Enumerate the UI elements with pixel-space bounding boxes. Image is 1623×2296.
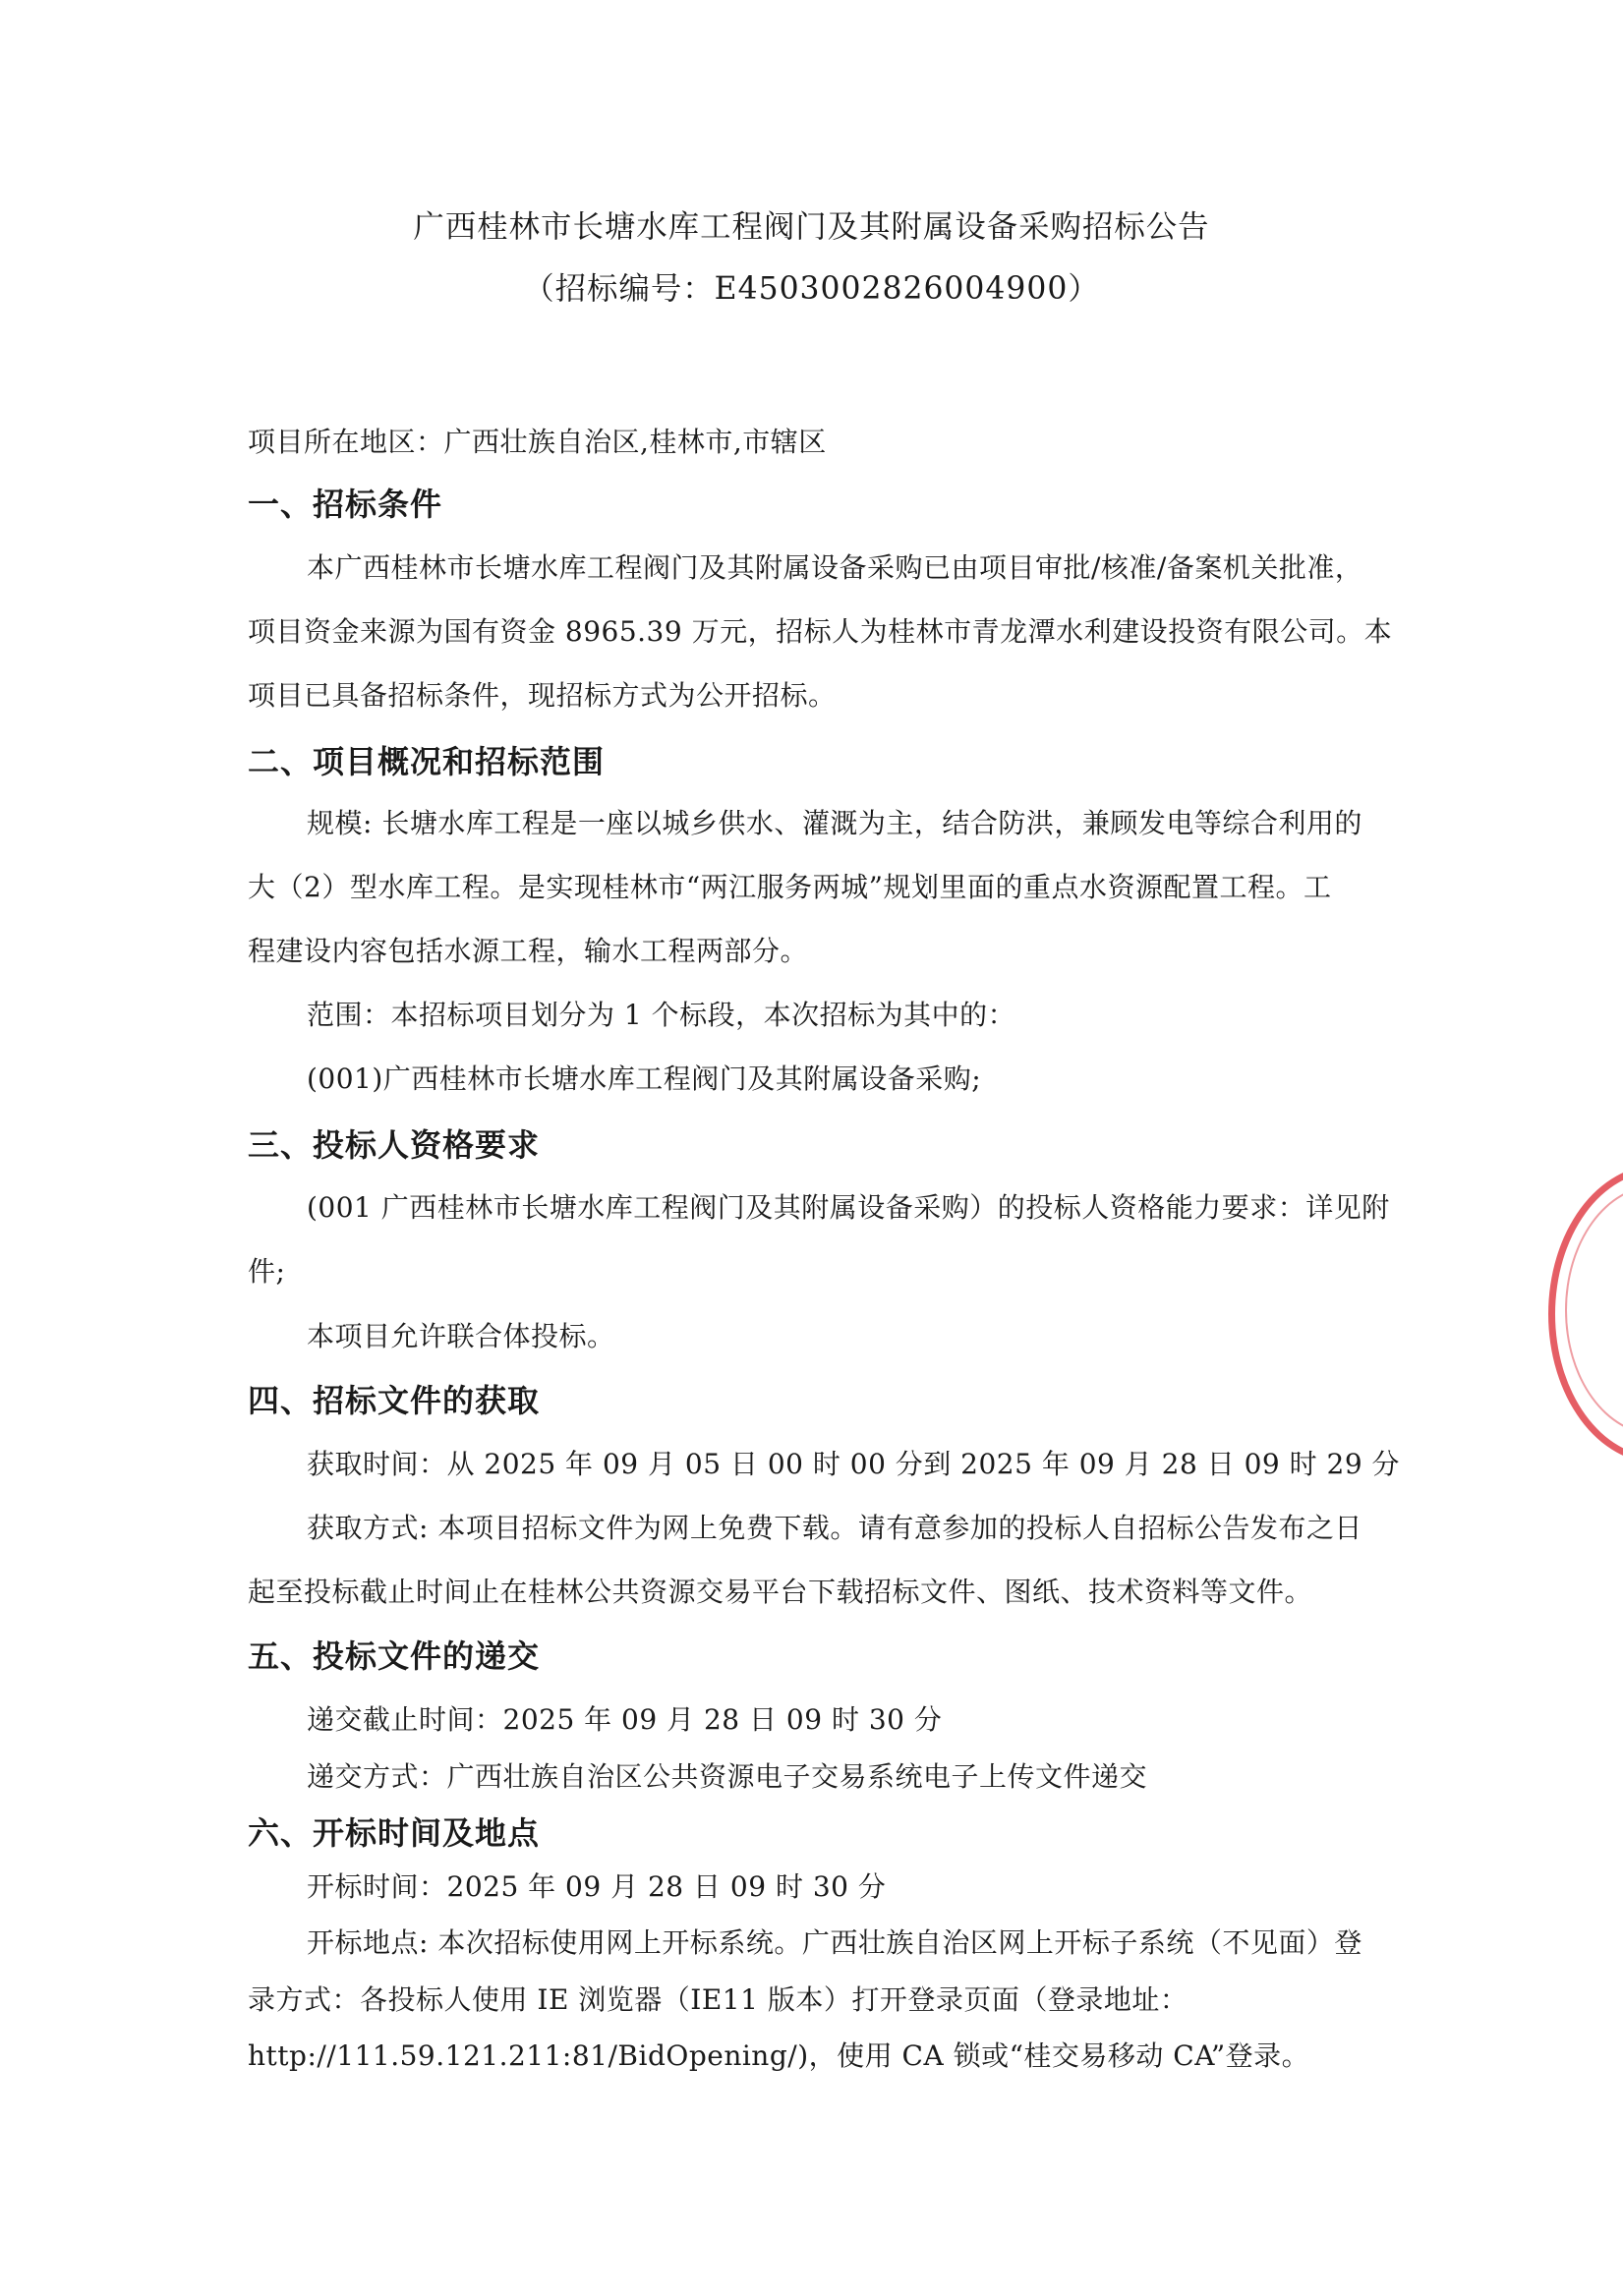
project-location: 项目所在地区：广西壮族自治区,桂林市,市辖区 — [248, 426, 827, 458]
section-2-line-5: (001)广西桂林市长塘水库工程阀门及其附属设备采购; — [307, 1062, 982, 1095]
document-title: 广西桂林市长塘水库工程阀门及其附属设备采购招标公告 — [413, 209, 1210, 245]
section-3-line-3: 本项目允许联合体投标。 — [307, 1320, 615, 1352]
section-6-line-1: 开标时间：2025 年 09 月 28 日 09 时 30 分 — [307, 1870, 887, 1903]
section-4-line-1: 获取时间：从 2025 年 09 月 05 日 00 时 00 分到 2025 年 09 月 28 日 09 时 29 分 — [307, 1448, 1401, 1480]
section-1-line-2: 项目资金来源为国有资金 8965.39 万元，招标人为桂林市青龙潭水利建设投资有限公司。本 — [248, 615, 1393, 648]
section-2-line-3: 程建设内容包括水源工程，输水工程两部分。 — [248, 935, 809, 967]
section-3-line-2: 件; — [248, 1255, 286, 1288]
section-3-line-1: (001 广西桂林市长塘水库工程阀门及其附属设备采购）的投标人资格能力要求：详见附 — [307, 1191, 1390, 1224]
section-6-line-3: 录方式：各投标人使用 IE 浏览器（IE11 版本）打开登录页面（登录地址： — [248, 1983, 1188, 2016]
section-1-line-1: 本广西桂林市长塘水库工程阀门及其附属设备采购已由项目审批/核准/备案机关批准， — [307, 551, 1363, 584]
section-heading-5: 五、投标文件的递交 — [248, 1637, 541, 1675]
section-heading-1: 一、招标条件 — [248, 486, 443, 523]
section-heading-2: 二、项目概况和招标范围 — [248, 743, 606, 780]
section-6-line-4: http://111.59.121.211:81/BidOpening/)，使用 CA 锁或“桂交易移动 CA”登录。 — [248, 2039, 1310, 2072]
section-2-line-1: 规模: 长塘水库工程是一座以城乡供水、灌溉为主，结合防洪，兼顾发电等综合利用的 — [307, 807, 1362, 839]
section-6-line-2: 开标地点: 本次招标使用网上开标系统。广西壮族自治区网上开标子系统（不见面）登 — [307, 1926, 1362, 1959]
section-heading-6: 六、开标时间及地点 — [248, 1814, 541, 1852]
section-4-line-2: 获取方式: 本项目招标文件为网上免费下载。请有意参加的投标人自招标公告发布之日 — [307, 1512, 1362, 1544]
section-2-line-2: 大（2）型水库工程。是实现桂林市“两江服务两城”规划里面的重点水资源配置工程。工 — [248, 871, 1332, 903]
official-seal-stamp — [1548, 1165, 1623, 1464]
section-heading-4: 四、招标文件的获取 — [248, 1382, 541, 1419]
tender-number: （招标编号：E4503002826004900） — [523, 271, 1100, 307]
section-heading-3: 三、投标人资格要求 — [248, 1126, 541, 1164]
section-1-line-3: 项目已具备招标条件，现招标方式为公开招标。 — [248, 679, 837, 712]
section-5-line-1: 递交截止时间：2025 年 09 月 28 日 09 时 30 分 — [307, 1703, 943, 1736]
section-2-line-4: 范围：本招标项目划分为 1 个标段，本次招标为其中的： — [307, 999, 1016, 1031]
section-4-line-3: 起至投标截止时间止在桂林公共资源交易平台下载招标文件、图纸、技术资料等文件。 — [248, 1576, 1313, 1608]
section-5-line-2: 递交方式：广西壮族自治区公共资源电子交易系统电子上传文件递交 — [307, 1760, 1148, 1793]
